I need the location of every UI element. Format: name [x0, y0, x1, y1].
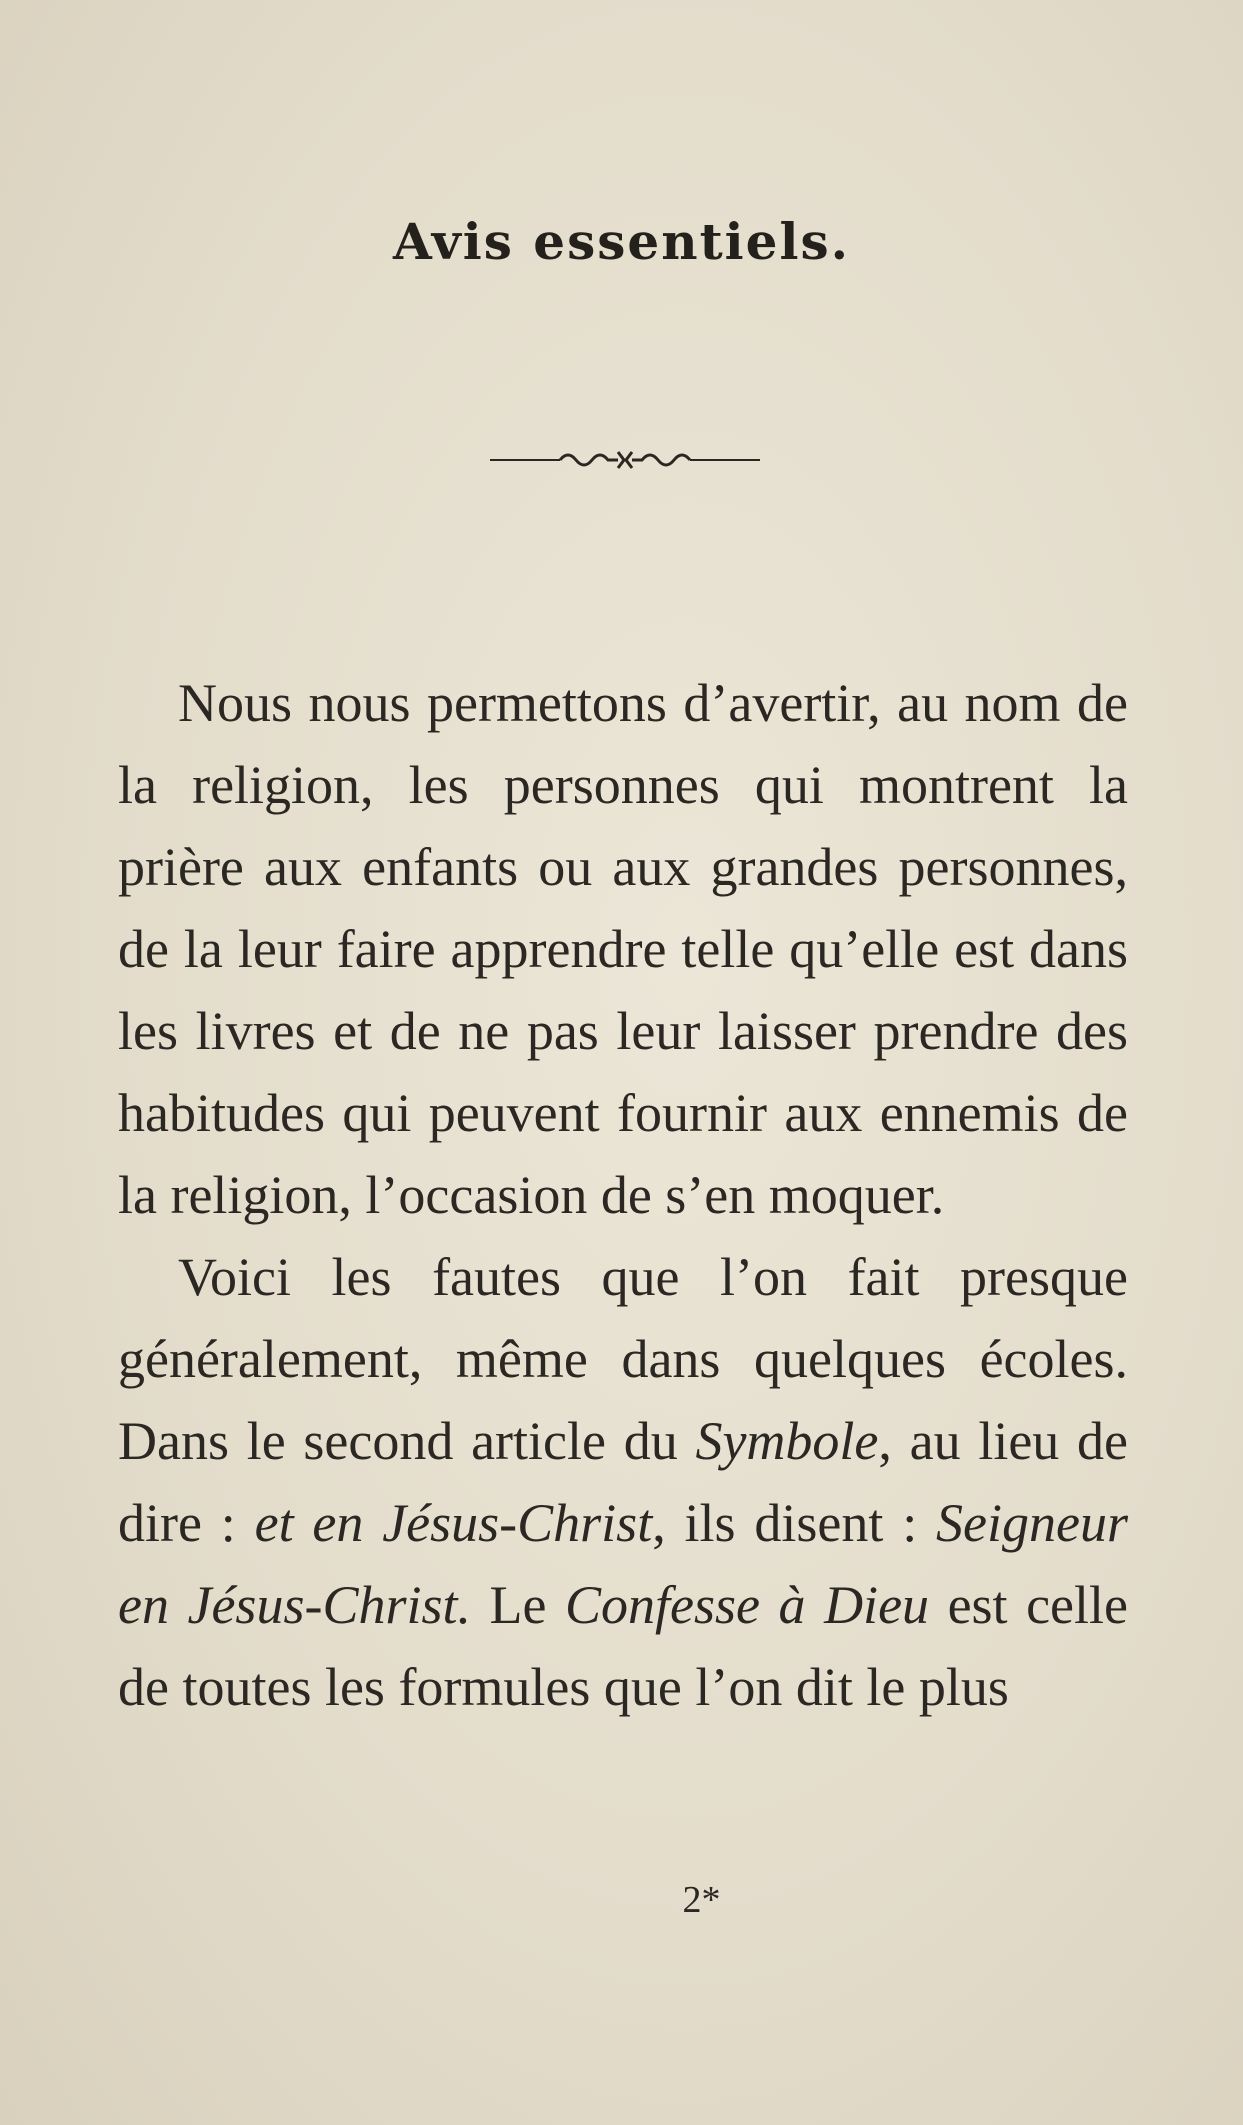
signature-mark: 2* [682, 1879, 721, 1921]
text-run: , ils disent : [652, 1493, 937, 1553]
paragraph [118, 1236, 1128, 1728]
text-run: Voici les fautes que l’on fait presque généralement, même dans quelques écoles. Dans le second article du [118, 1247, 1128, 1471]
text-run: , au lieu de dire : [118, 1411, 1128, 1553]
page-title: Avis essentiels. [392, 212, 851, 271]
paragraph: Nous nous permettons d’avertir, au nom de la religion, les personnes qui montrent la prière aux enfants ou aux grandes personnes, de la leur faire apprendre telle qu’elle est dans les livres et de ne pas leur laisser prendre des habitudes qui peuvent fournir aux ennemis de la religion, l’occasion de s’en moquer. [118, 673, 1128, 1225]
italic-run: Seigneur en Jésus-Christ. [118, 1493, 1128, 1635]
text-run: Le [471, 1575, 566, 1635]
italic-run: Confesse à Dieu [565, 1575, 930, 1635]
italic-run: Symbole [695, 1411, 879, 1471]
italic-run: et en Jésus-Christ [254, 1493, 653, 1553]
text-run: est celle de toutes les formules que l’on dit le plus [118, 1575, 1128, 1717]
body-text [118, 662, 1128, 1728]
ornament-divider-icon [490, 440, 760, 480]
